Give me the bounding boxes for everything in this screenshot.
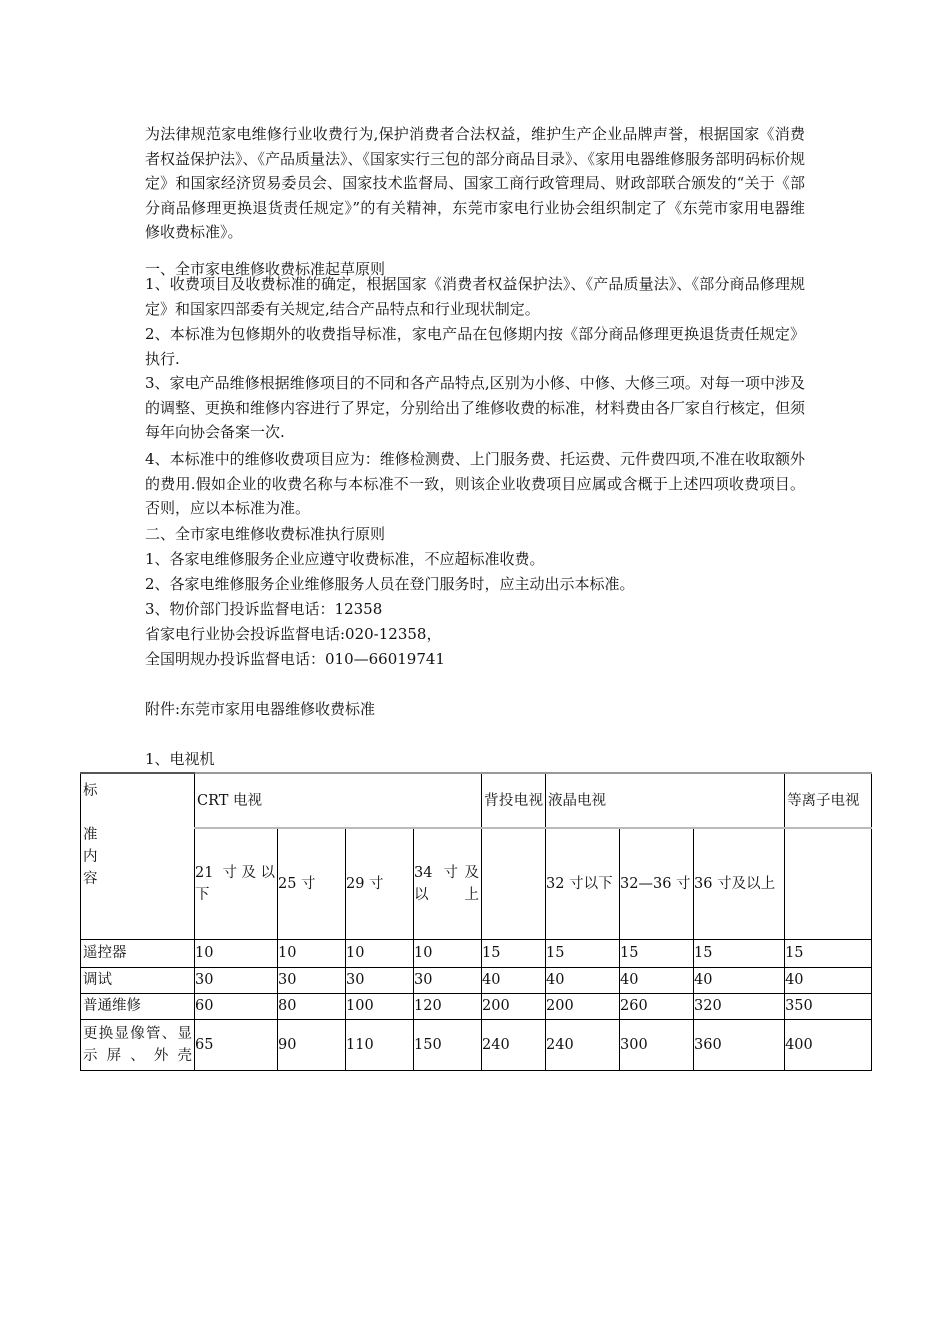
- fee-cell: 200: [546, 993, 620, 1019]
- section2-item-3: 3、物价部门投诉监督电话：12358: [145, 600, 383, 618]
- section2-item-1: 1、各家电维修服务企业应遵守收费标准，不应超标准收费。: [145, 550, 545, 568]
- size-header: 29 寸: [346, 828, 414, 939]
- fee-cell: 15: [785, 939, 872, 967]
- fee-cell: 10: [195, 939, 278, 967]
- size-header: 25 寸: [278, 828, 346, 939]
- section1-item-4: 4、本标准中的维修收费项目应为：维修检测费、上门服务费、托运费、元件费四项,不准在收取额外的费用.假如企业的收费名称与本标准不一致，则该企业收费项目应属或含概于上述四项收费项目。否则，应以本标准为准。: [145, 450, 805, 517]
- tv-repair-fee-table: [80, 772, 872, 1071]
- group-header-lcd: 液晶电视: [546, 773, 785, 828]
- fee-cell: 30: [278, 967, 346, 993]
- section2-item-2: 2、各家电维修服务企业维修服务人员在登门服务时，应主动出示本标准。: [145, 575, 635, 593]
- fee-cell: 15: [694, 939, 785, 967]
- row-label: 遥控器: [81, 939, 195, 967]
- fee-cell: 260: [620, 993, 694, 1019]
- fee-cell: 40: [694, 967, 785, 993]
- fee-cell: 10: [414, 939, 482, 967]
- row-label: 更换显像管、显示屏、外壳: [81, 1019, 195, 1070]
- fee-cell: 90: [278, 1019, 346, 1070]
- fee-cell: 200: [482, 993, 546, 1019]
- fee-cell: 300: [620, 1019, 694, 1070]
- section1-item-3: 3、家电产品维修根据维修项目的不同和各产品特点,区别为小修、中修、大修三项。对每一项中涉及的调整、更换和维修内容进行了界定，分别给出了维修收费的标准，材料费由各厂家自行核定，但须每年向协会备案一次.: [145, 374, 806, 441]
- size-header: [482, 828, 546, 939]
- section1-item-1: 1、收费项目及收费标准的确定，根据国家《消费者权益保护法》、《产品质量法》、《部分商品修理规定》和国家四部委有关规定,结合产品特点和行业现状制定。: [145, 275, 805, 318]
- fee-cell: 30: [195, 967, 278, 993]
- fee-cell: 40: [546, 967, 620, 993]
- complaint-phone-national: 全国明规办投诉监督电话：010—66019741: [145, 650, 445, 668]
- table-row: [81, 967, 872, 993]
- fee-cell: 10: [278, 939, 346, 967]
- section2-heading: 二、全市家电维修收费标准执行原则: [145, 525, 386, 543]
- table-row: [81, 939, 872, 967]
- fee-cell: 400: [785, 1019, 872, 1070]
- row-label: 普通维修: [81, 993, 195, 1019]
- fee-cell: 120: [414, 993, 482, 1019]
- fee-cell: 15: [620, 939, 694, 967]
- intro-paragraph: 为法律规范家电维修行业收费行为,保护消费者合法权益，维护生产企业品牌声誉，根据国家《消费者权益保护法》、《产品质量法》、《国家实行三包的部分商品目录》、《家用电器维修服务部明码标价规定》和国家经济贸易委员会、国家技术监督局、国家工商行政管理局、财政部联合颁发的“关于《部分商品修理更换退货责任规定》”的有关精神，东莞市家电行业协会组织制定了《东莞市家用电器维修收费标准》。: [145, 125, 806, 241]
- fee-cell: 30: [414, 967, 482, 993]
- fee-cell: 30: [346, 967, 414, 993]
- size-header: [785, 828, 872, 939]
- complaint-phone-province: 省家电行业协会投诉监督电话:020-12358，: [145, 625, 442, 643]
- row-label: 调试: [81, 967, 195, 993]
- fee-cell: 350: [785, 993, 872, 1019]
- fee-cell: 10: [346, 939, 414, 967]
- table-row: [81, 1019, 872, 1070]
- fee-cell: 60: [195, 993, 278, 1019]
- size-header: 34 寸及以上: [414, 828, 482, 939]
- fee-cell: 40: [785, 967, 872, 993]
- standard-content-header: 标 准 内 容: [81, 773, 195, 939]
- section1-item-2: 2、本标准为包修期外的收费指导标准，家电产品在包修期内按《部分商品修理更换退货责任规定》执行.: [145, 325, 805, 368]
- fee-cell: 40: [482, 967, 546, 993]
- fee-cell: 110: [346, 1019, 414, 1070]
- fee-cell: 360: [694, 1019, 785, 1070]
- fee-cell: 320: [694, 993, 785, 1019]
- fee-cell: 240: [482, 1019, 546, 1070]
- size-header: 36 寸及以上: [694, 828, 785, 939]
- table-title: 1、电视机: [145, 750, 215, 768]
- fee-cell: 150: [414, 1019, 482, 1070]
- size-header: 21 寸及以下: [195, 828, 278, 939]
- group-header-rear-projection: 背投电视: [482, 773, 546, 828]
- fee-cell: 80: [278, 993, 346, 1019]
- group-header-plasma: 等离子电视: [785, 773, 872, 828]
- section1-heading: 一、全市家电维修收费标准起草原则: [145, 260, 386, 278]
- size-header: 32—36 寸: [620, 828, 694, 939]
- fee-cell: 40: [620, 967, 694, 993]
- fee-cell: 15: [546, 939, 620, 967]
- size-header: 32 寸以下: [546, 828, 620, 939]
- fee-cell: 65: [195, 1019, 278, 1070]
- fee-cell: 15: [482, 939, 546, 967]
- attachment-title: 附件:东莞市家用电器维修收费标准: [145, 700, 376, 718]
- fee-cell: 100: [346, 993, 414, 1019]
- fee-cell: 240: [546, 1019, 620, 1070]
- table-row: [81, 993, 872, 1019]
- group-header-crt: CRT 电视: [195, 773, 482, 828]
